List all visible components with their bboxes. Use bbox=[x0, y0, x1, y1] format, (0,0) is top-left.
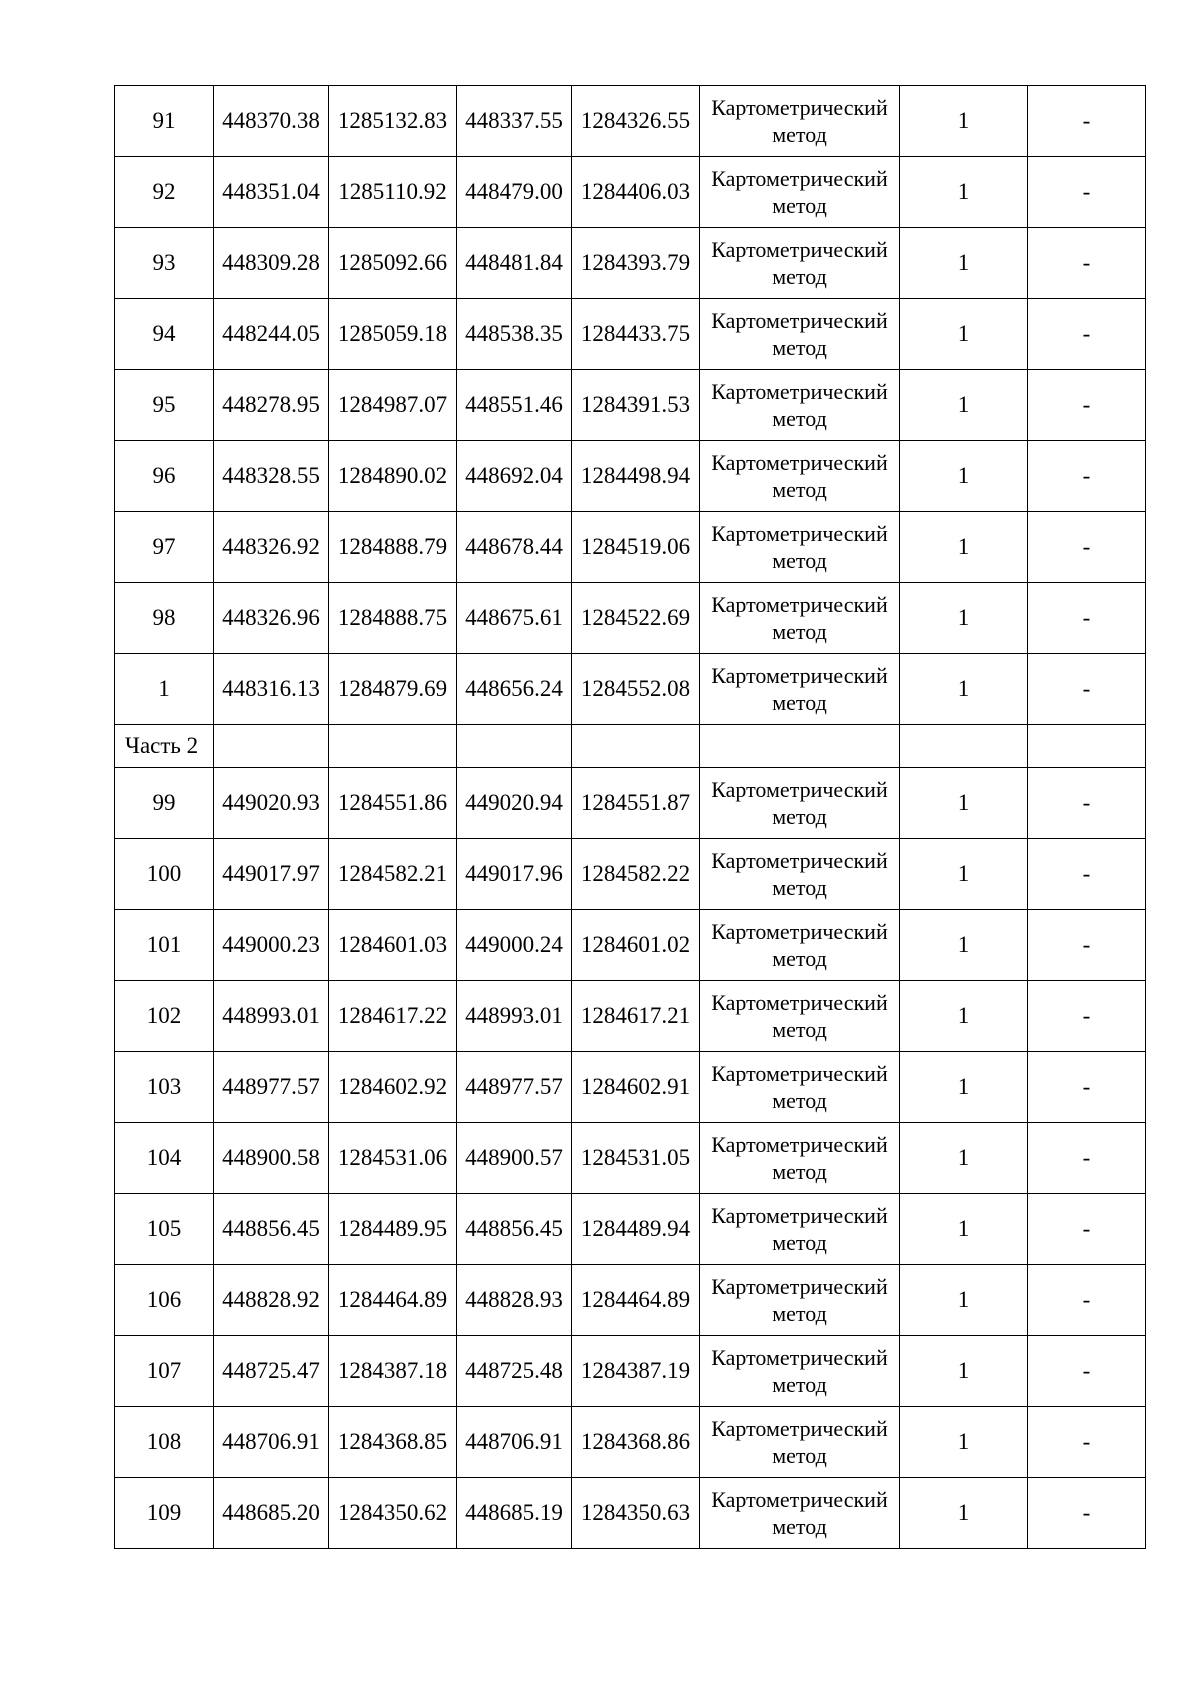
method-cell: Картометрический метод bbox=[700, 1052, 900, 1123]
x-refined-cell: 448993.01 bbox=[457, 981, 572, 1052]
y-refined-cell: 1284326.55 bbox=[572, 86, 700, 157]
x-refined-cell: 448900.57 bbox=[457, 1123, 572, 1194]
point-number-cell: 93 bbox=[115, 228, 214, 299]
accuracy-cell: 1 bbox=[900, 1123, 1028, 1194]
x-existing-cell: 448706.91 bbox=[214, 1407, 329, 1478]
method-cell: Картометрический метод bbox=[700, 1123, 900, 1194]
x-refined-cell: 449017.96 bbox=[457, 839, 572, 910]
y-refined-cell: 1284522.69 bbox=[572, 583, 700, 654]
y-refined-cell: 1284387.19 bbox=[572, 1336, 700, 1407]
x-existing-cell: 448685.20 bbox=[214, 1478, 329, 1549]
table-row bbox=[115, 512, 1146, 583]
y-existing-cell: 1284888.75 bbox=[329, 583, 457, 654]
x-existing-cell: 449000.23 bbox=[214, 910, 329, 981]
note-cell: - bbox=[1028, 1478, 1146, 1549]
y-existing-cell: 1284350.62 bbox=[329, 1478, 457, 1549]
y-existing-cell: 1285059.18 bbox=[329, 299, 457, 370]
y-existing-cell: 1284879.69 bbox=[329, 654, 457, 725]
x-refined-cell: 448538.35 bbox=[457, 299, 572, 370]
point-number-cell: 95 bbox=[115, 370, 214, 441]
accuracy-cell: 1 bbox=[900, 839, 1028, 910]
part-header-row bbox=[115, 725, 1146, 768]
coordinates-table bbox=[114, 85, 1146, 1549]
table-row bbox=[115, 839, 1146, 910]
x-existing-cell: 448993.01 bbox=[214, 981, 329, 1052]
accuracy-cell: 1 bbox=[900, 1052, 1028, 1123]
method-cell: Картометрический метод bbox=[700, 768, 900, 839]
y-existing-cell: 1284489.95 bbox=[329, 1194, 457, 1265]
x-refined-cell: 448481.84 bbox=[457, 228, 572, 299]
method-cell: Картометрический метод bbox=[700, 1478, 900, 1549]
method-cell: Картометрический метод bbox=[700, 981, 900, 1052]
point-number-cell: 94 bbox=[115, 299, 214, 370]
y-existing-cell: 1284551.86 bbox=[329, 768, 457, 839]
method-cell: Картометрический метод bbox=[700, 1194, 900, 1265]
accuracy-cell: 1 bbox=[900, 370, 1028, 441]
method-cell: Картометрический метод bbox=[700, 1336, 900, 1407]
point-number-cell: 106 bbox=[115, 1265, 214, 1336]
table-row bbox=[115, 86, 1146, 157]
x-refined-cell: 448977.57 bbox=[457, 1052, 572, 1123]
note-cell: - bbox=[1028, 768, 1146, 839]
table-row bbox=[115, 1052, 1146, 1123]
y-existing-cell: 1284601.03 bbox=[329, 910, 457, 981]
x-refined-cell: 449000.24 bbox=[457, 910, 572, 981]
accuracy-cell: 1 bbox=[900, 441, 1028, 512]
y-refined-cell: 1284602.91 bbox=[572, 1052, 700, 1123]
accuracy-cell: 1 bbox=[900, 654, 1028, 725]
table-row bbox=[115, 228, 1146, 299]
table-row bbox=[115, 370, 1146, 441]
y-refined-cell: 1284519.06 bbox=[572, 512, 700, 583]
y-refined-cell: 1284350.63 bbox=[572, 1478, 700, 1549]
y-refined-cell: 1284498.94 bbox=[572, 441, 700, 512]
x-refined-cell: 448678.44 bbox=[457, 512, 572, 583]
note-cell: - bbox=[1028, 1265, 1146, 1336]
note-cell: - bbox=[1028, 228, 1146, 299]
y-refined-cell: 1284406.03 bbox=[572, 157, 700, 228]
y-existing-cell: 1284890.02 bbox=[329, 441, 457, 512]
y-refined-cell: 1284552.08 bbox=[572, 654, 700, 725]
accuracy-cell: 1 bbox=[900, 910, 1028, 981]
x-refined-cell: 448828.93 bbox=[457, 1265, 572, 1336]
x-existing-cell: 449017.97 bbox=[214, 839, 329, 910]
point-number-cell: 99 bbox=[115, 768, 214, 839]
table-row bbox=[115, 910, 1146, 981]
y-refined-cell: 1284582.22 bbox=[572, 839, 700, 910]
y-refined-cell: 1284368.86 bbox=[572, 1407, 700, 1478]
accuracy-cell: 1 bbox=[900, 1265, 1028, 1336]
note-cell: - bbox=[1028, 370, 1146, 441]
empty-cell bbox=[900, 725, 1028, 768]
note-cell: - bbox=[1028, 839, 1146, 910]
point-number-cell: 100 bbox=[115, 839, 214, 910]
point-number-cell: 107 bbox=[115, 1336, 214, 1407]
y-existing-cell: 1284387.18 bbox=[329, 1336, 457, 1407]
table-row bbox=[115, 299, 1146, 370]
x-existing-cell: 448316.13 bbox=[214, 654, 329, 725]
table-row bbox=[115, 1194, 1146, 1265]
method-cell: Картометрический метод bbox=[700, 839, 900, 910]
x-existing-cell: 448244.05 bbox=[214, 299, 329, 370]
x-refined-cell: 448675.61 bbox=[457, 583, 572, 654]
accuracy-cell: 1 bbox=[900, 1478, 1028, 1549]
accuracy-cell: 1 bbox=[900, 512, 1028, 583]
point-number-cell: 98 bbox=[115, 583, 214, 654]
point-number-cell: 97 bbox=[115, 512, 214, 583]
note-cell: - bbox=[1028, 1123, 1146, 1194]
table-row bbox=[115, 1123, 1146, 1194]
point-number-cell: 92 bbox=[115, 157, 214, 228]
note-cell: - bbox=[1028, 910, 1146, 981]
point-number-cell: 1 bbox=[115, 654, 214, 725]
method-cell: Картометрический метод bbox=[700, 299, 900, 370]
x-refined-cell: 448656.24 bbox=[457, 654, 572, 725]
note-cell: - bbox=[1028, 299, 1146, 370]
y-refined-cell: 1284393.79 bbox=[572, 228, 700, 299]
method-cell: Картометрический метод bbox=[700, 910, 900, 981]
x-refined-cell: 448725.48 bbox=[457, 1336, 572, 1407]
table-row bbox=[115, 1478, 1146, 1549]
method-cell: Картометрический метод bbox=[700, 157, 900, 228]
table-row bbox=[115, 1265, 1146, 1336]
accuracy-cell: 1 bbox=[900, 299, 1028, 370]
note-cell: - bbox=[1028, 86, 1146, 157]
accuracy-cell: 1 bbox=[900, 583, 1028, 654]
empty-cell bbox=[457, 725, 572, 768]
note-cell: - bbox=[1028, 1052, 1146, 1123]
note-cell: - bbox=[1028, 441, 1146, 512]
y-refined-cell: 1284601.02 bbox=[572, 910, 700, 981]
x-existing-cell: 448370.38 bbox=[214, 86, 329, 157]
table-row bbox=[115, 157, 1146, 228]
point-number-cell: 103 bbox=[115, 1052, 214, 1123]
point-number-cell: 108 bbox=[115, 1407, 214, 1478]
x-existing-cell: 449020.93 bbox=[214, 768, 329, 839]
empty-cell bbox=[329, 725, 457, 768]
x-refined-cell: 448692.04 bbox=[457, 441, 572, 512]
x-refined-cell: 448337.55 bbox=[457, 86, 572, 157]
x-existing-cell: 448351.04 bbox=[214, 157, 329, 228]
method-cell: Картометрический метод bbox=[700, 1407, 900, 1478]
y-existing-cell: 1284617.22 bbox=[329, 981, 457, 1052]
accuracy-cell: 1 bbox=[900, 981, 1028, 1052]
y-existing-cell: 1284888.79 bbox=[329, 512, 457, 583]
y-existing-cell: 1284464.89 bbox=[329, 1265, 457, 1336]
y-existing-cell: 1285092.66 bbox=[329, 228, 457, 299]
table-row bbox=[115, 1336, 1146, 1407]
y-refined-cell: 1284489.94 bbox=[572, 1194, 700, 1265]
accuracy-cell: 1 bbox=[900, 157, 1028, 228]
x-refined-cell: 449020.94 bbox=[457, 768, 572, 839]
x-refined-cell: 448551.46 bbox=[457, 370, 572, 441]
table-row bbox=[115, 981, 1146, 1052]
y-existing-cell: 1284582.21 bbox=[329, 839, 457, 910]
empty-cell bbox=[700, 725, 900, 768]
point-number-cell: 91 bbox=[115, 86, 214, 157]
y-refined-cell: 1284433.75 bbox=[572, 299, 700, 370]
x-existing-cell: 448977.57 bbox=[214, 1052, 329, 1123]
method-cell: Картометрический метод bbox=[700, 370, 900, 441]
y-refined-cell: 1284391.53 bbox=[572, 370, 700, 441]
method-cell: Картометрический метод bbox=[700, 512, 900, 583]
part-label-cell: Часть 2 bbox=[115, 725, 214, 768]
y-existing-cell: 1284602.92 bbox=[329, 1052, 457, 1123]
note-cell: - bbox=[1028, 654, 1146, 725]
empty-cell bbox=[1028, 725, 1146, 768]
y-existing-cell: 1284368.85 bbox=[329, 1407, 457, 1478]
x-existing-cell: 448328.55 bbox=[214, 441, 329, 512]
accuracy-cell: 1 bbox=[900, 86, 1028, 157]
accuracy-cell: 1 bbox=[900, 1194, 1028, 1265]
note-cell: - bbox=[1028, 157, 1146, 228]
accuracy-cell: 1 bbox=[900, 768, 1028, 839]
y-refined-cell: 1284464.89 bbox=[572, 1265, 700, 1336]
x-existing-cell: 448326.96 bbox=[214, 583, 329, 654]
note-cell: - bbox=[1028, 1336, 1146, 1407]
x-refined-cell: 448856.45 bbox=[457, 1194, 572, 1265]
table-body bbox=[115, 86, 1146, 1549]
x-existing-cell: 448278.95 bbox=[214, 370, 329, 441]
accuracy-cell: 1 bbox=[900, 228, 1028, 299]
y-existing-cell: 1285132.83 bbox=[329, 86, 457, 157]
accuracy-cell: 1 bbox=[900, 1407, 1028, 1478]
accuracy-cell: 1 bbox=[900, 1336, 1028, 1407]
x-refined-cell: 448706.91 bbox=[457, 1407, 572, 1478]
point-number-cell: 96 bbox=[115, 441, 214, 512]
note-cell: - bbox=[1028, 981, 1146, 1052]
x-existing-cell: 448326.92 bbox=[214, 512, 329, 583]
method-cell: Картометрический метод bbox=[700, 654, 900, 725]
method-cell: Картометрический метод bbox=[700, 228, 900, 299]
empty-cell bbox=[214, 725, 329, 768]
point-number-cell: 105 bbox=[115, 1194, 214, 1265]
empty-cell bbox=[572, 725, 700, 768]
table-row bbox=[115, 768, 1146, 839]
y-existing-cell: 1285110.92 bbox=[329, 157, 457, 228]
point-number-cell: 104 bbox=[115, 1123, 214, 1194]
y-refined-cell: 1284617.21 bbox=[572, 981, 700, 1052]
y-existing-cell: 1284987.07 bbox=[329, 370, 457, 441]
table-row bbox=[115, 654, 1146, 725]
x-existing-cell: 448856.45 bbox=[214, 1194, 329, 1265]
note-cell: - bbox=[1028, 583, 1146, 654]
x-existing-cell: 448309.28 bbox=[214, 228, 329, 299]
method-cell: Картометрический метод bbox=[700, 86, 900, 157]
method-cell: Картометрический метод bbox=[700, 583, 900, 654]
x-refined-cell: 448479.00 bbox=[457, 157, 572, 228]
point-number-cell: 109 bbox=[115, 1478, 214, 1549]
method-cell: Картометрический метод bbox=[700, 441, 900, 512]
note-cell: - bbox=[1028, 512, 1146, 583]
x-existing-cell: 448725.47 bbox=[214, 1336, 329, 1407]
table-row bbox=[115, 583, 1146, 654]
point-number-cell: 102 bbox=[115, 981, 214, 1052]
note-cell: - bbox=[1028, 1407, 1146, 1478]
table-row bbox=[115, 1407, 1146, 1478]
method-cell: Картометрический метод bbox=[700, 1265, 900, 1336]
table-row bbox=[115, 441, 1146, 512]
y-existing-cell: 1284531.06 bbox=[329, 1123, 457, 1194]
note-cell: - bbox=[1028, 1194, 1146, 1265]
y-refined-cell: 1284531.05 bbox=[572, 1123, 700, 1194]
y-refined-cell: 1284551.87 bbox=[572, 768, 700, 839]
point-number-cell: 101 bbox=[115, 910, 214, 981]
x-existing-cell: 448900.58 bbox=[214, 1123, 329, 1194]
x-refined-cell: 448685.19 bbox=[457, 1478, 572, 1549]
x-existing-cell: 448828.92 bbox=[214, 1265, 329, 1336]
